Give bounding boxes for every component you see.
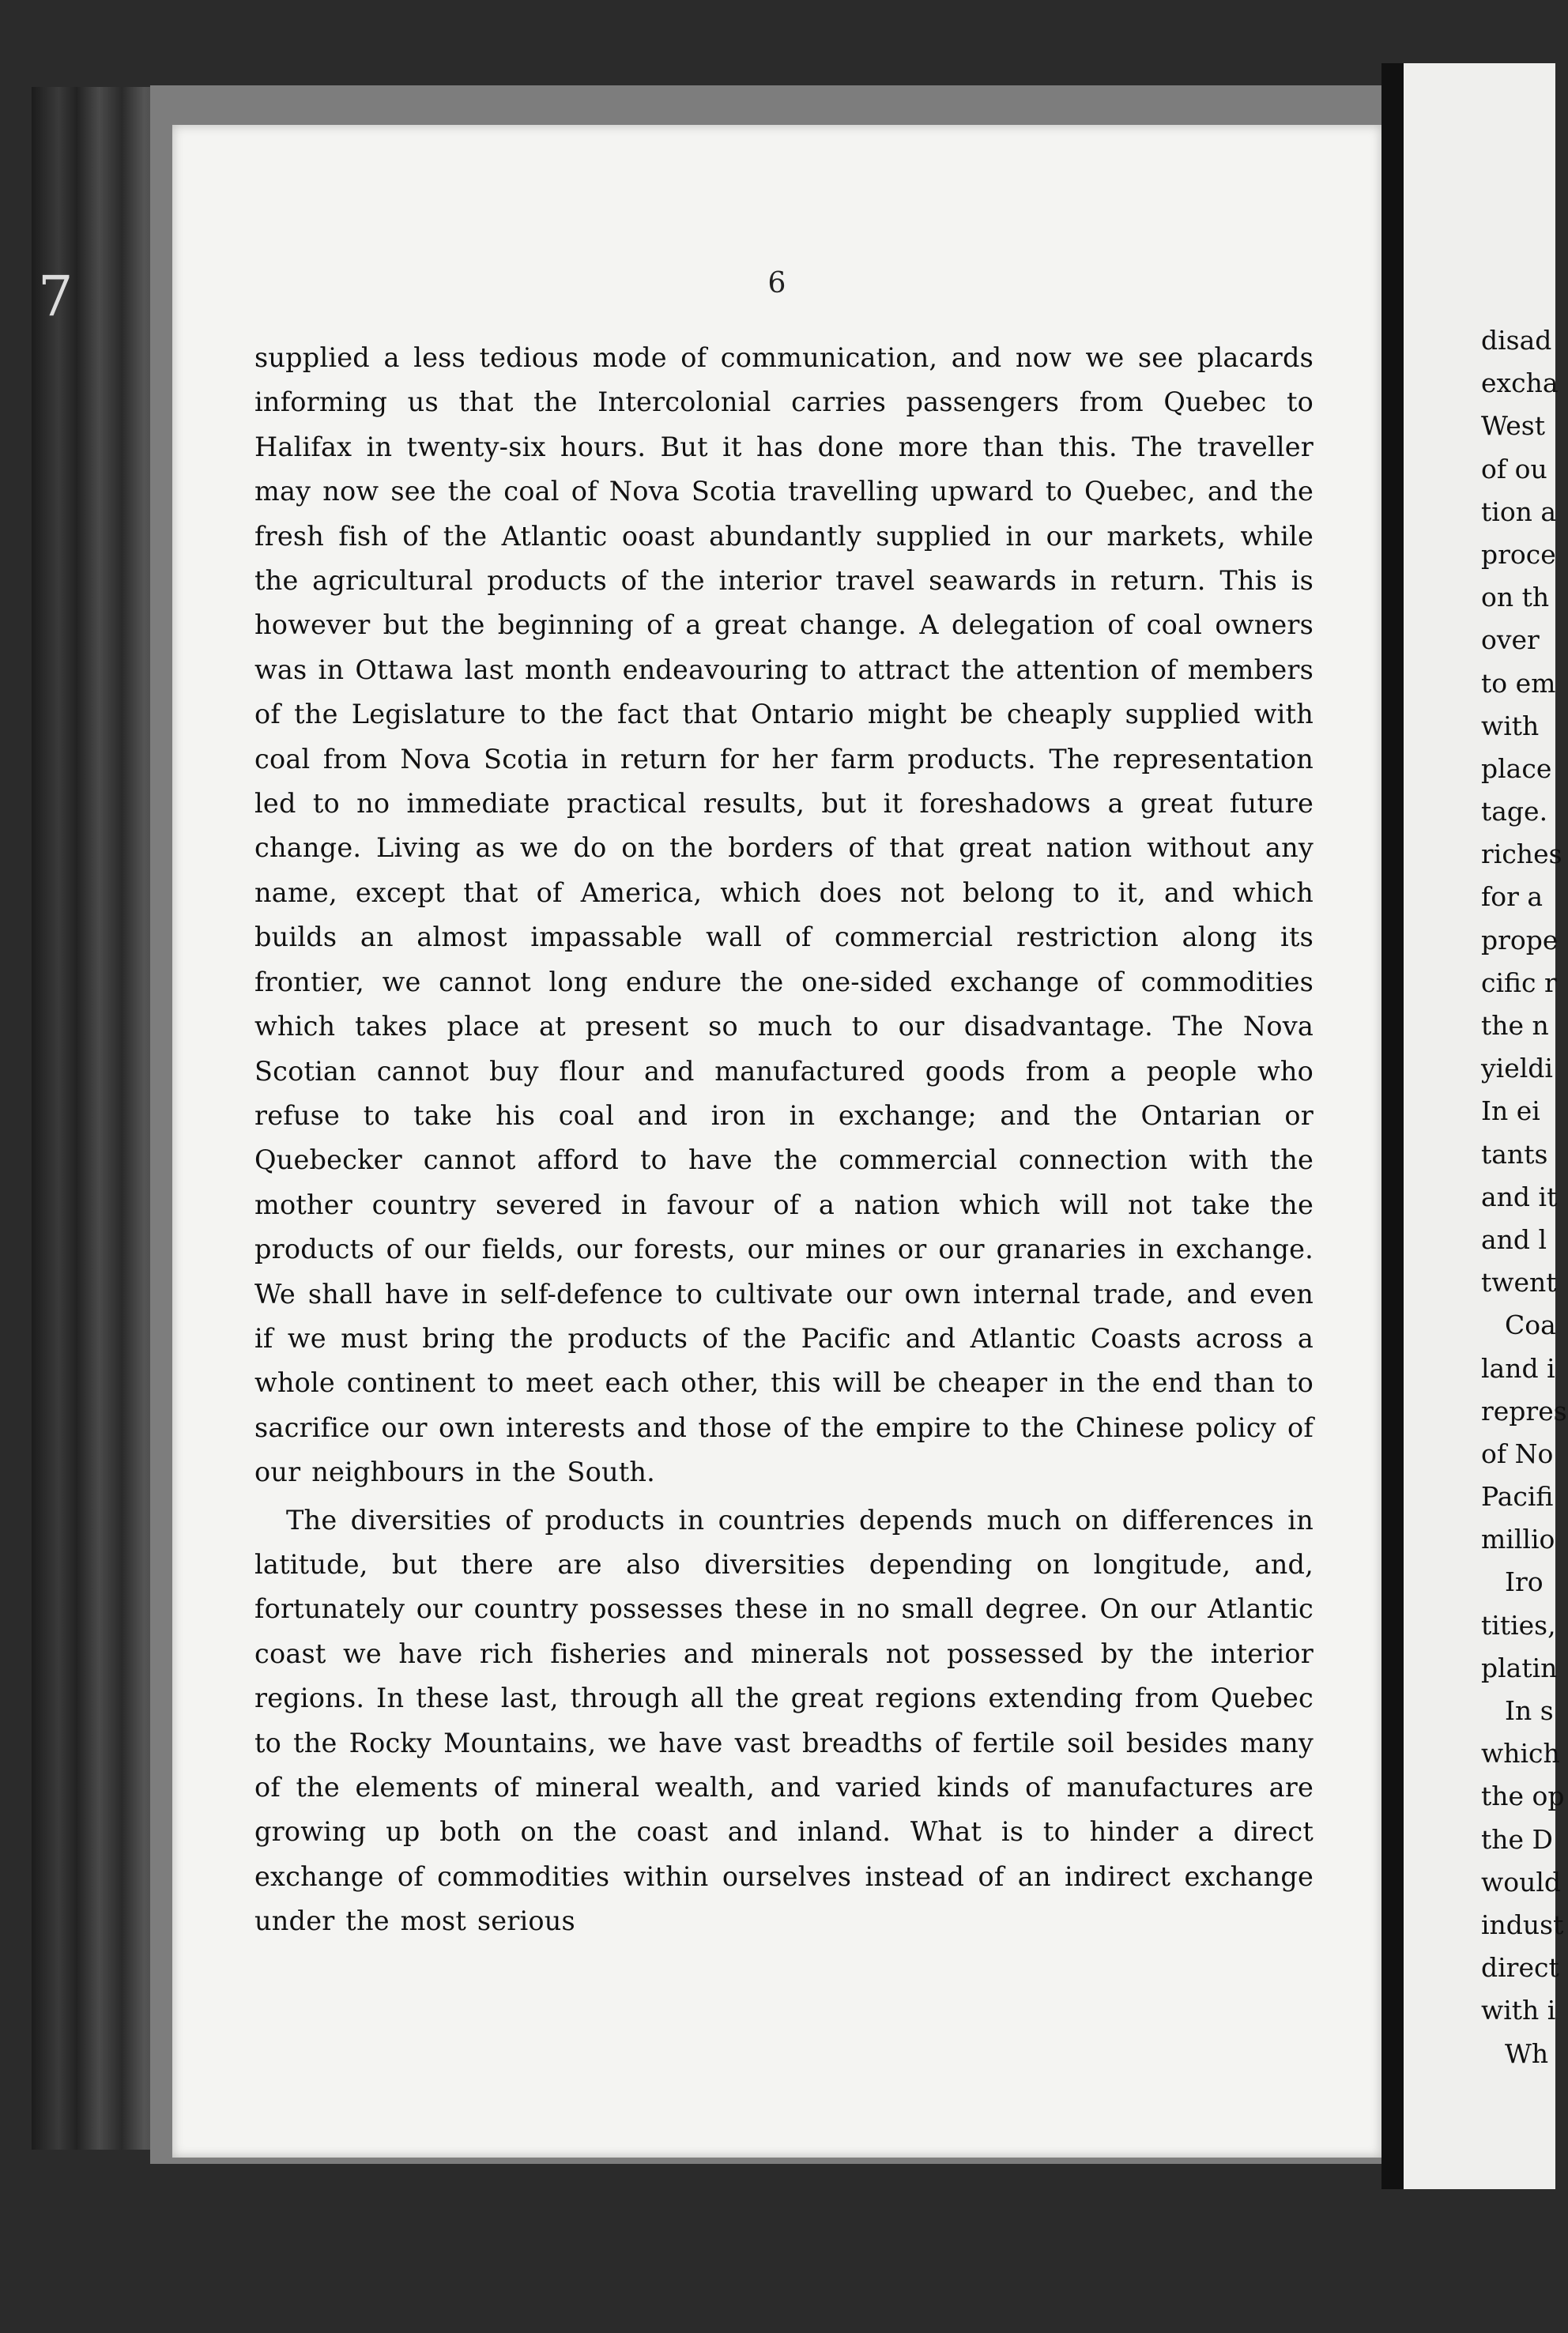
facing-page-line: of ou: [1481, 453, 1547, 484]
facing-page-line: the n: [1481, 1010, 1549, 1041]
facing-page-line: In ei: [1481, 1095, 1540, 1127]
page-number: 6: [767, 267, 786, 300]
facing-page-line: and l: [1481, 1223, 1547, 1255]
facing-page-text: [1481, 319, 1568, 2075]
paragraph: supplied a less tedious mode of communication, and now we see placards informing us that the Intercolonial carries passengers from Quebec to Halifax in twenty-six hours. But it has done more than this. The traveller may now see the coal of Nova Scotia travelling upward to Quebec, and the fresh fish of the Atlantic ooast abundantly supplied in our markets, while the agricultural products of the interior travel seawards in return. This is however but the beginning of a great change. A delegation of coal owners was in Ottawa last month endeavouring to attract the attention of members of the Legislature to the fact that Ontario might be cheaply supplied with coal from Nova Scotia in return for her farm products. The representation led to no immediate practical results, but it foreshadows a great future change. Living as we do on the borders of that great nation without any name, except that of America, which does not belong to it, and which builds an almost impassable wall of commercial restriction along its frontier, we cannot long endure the one-sided exchange of commodities which takes place at present so much to our disadvantage. The Nova Scotian cannot buy flour and manufactured goods from a people who refuse to take his coal and iron in exchange; and the Ontarian or Quebecker cannot afford to have the commercial connection with the mother country severed in favour of a nation which will not take the products of our fields, our forests, our mines or our granaries in exchange. We shall have in self-defence to cultivate our own internal trade, and even if we must bring the products of the Pacific and Atlantic Coasts across a whole continent to meet each other, this will be cheaper in the end than to sacrifice our own interests and those of the empire to the Chinese policy of our neighbours in the South.: [254, 342, 1314, 1488]
facing-page-line: direct: [1481, 1952, 1559, 1984]
facing-page-line: yieldi: [1481, 1053, 1553, 1084]
facing-page-line: riches: [1481, 839, 1562, 870]
paragraph: The diversities of products in countries depends much on differences in latitude, but there are also diversities depending on longitude, and, fortunately our country possesses these in no small degree. On our Atlantic coast we have rich fisheries and minerals not possessed by the interior regions. In these last, through all the great regions extending from Quebec to the Rocky Mountains, we have vast breadths of fertile soil besides many of the elements of mineral wealth, and varied kinds of manufactures are growing up both on the coast and inland. What is to hinder a direct exchange of commodities within ourselves instead of an indirect exchange under the most serious: [254, 1504, 1314, 1937]
facing-page-line: excha: [1481, 367, 1559, 399]
facing-page-line: millio: [1481, 1524, 1555, 1555]
facing-page-line: with: [1481, 710, 1540, 741]
facing-page-line: on th: [1481, 582, 1550, 613]
margin-mark: 7: [38, 264, 74, 329]
facing-page-line: Wh: [1505, 2037, 1549, 2069]
facing-page-line: would: [1481, 1866, 1562, 1898]
facing-page-line: Pacifi: [1481, 1481, 1554, 1513]
facing-page-line: indust: [1481, 1909, 1564, 1940]
facing-page-line: twent: [1481, 1267, 1557, 1298]
book-gutter: [1381, 63, 1404, 2189]
facing-page-line: tities,: [1481, 1609, 1556, 1641]
facing-page-line: In s: [1505, 1695, 1554, 1726]
page-body-text: [254, 336, 1314, 1944]
facing-page-line: Iro: [1505, 1566, 1544, 1598]
facing-page-line: cific r: [1481, 967, 1557, 998]
facing-page-line: land i: [1481, 1352, 1555, 1384]
facing-page-line: platin: [1481, 1652, 1558, 1683]
facing-page-line: Coa: [1505, 1310, 1556, 1341]
facing-page-line: of No: [1481, 1438, 1554, 1469]
facing-page-line: tants: [1481, 1138, 1548, 1170]
background-bottom: [0, 2189, 1555, 2333]
facing-page-line: over: [1481, 624, 1540, 656]
facing-page-line: and it: [1481, 1181, 1558, 1212]
facing-page-line: tage.: [1481, 796, 1548, 827]
facing-page-line: the D: [1481, 1823, 1553, 1855]
facing-page-line: which: [1481, 1738, 1560, 1770]
facing-page-line: proce: [1481, 538, 1556, 570]
facing-page-line: tion a: [1481, 496, 1557, 527]
facing-page-line: place: [1481, 752, 1552, 784]
facing-page-line: prope: [1481, 924, 1559, 955]
facing-page-line: West: [1481, 410, 1545, 442]
facing-page-line: the op: [1481, 1781, 1565, 1812]
facing-page-line: to em: [1481, 667, 1556, 699]
facing-page-line: repres: [1481, 1395, 1567, 1427]
facing-page-line: with i: [1481, 1995, 1556, 2026]
facing-page-line: disad: [1481, 325, 1552, 356]
facing-page-line: for a: [1481, 881, 1544, 913]
